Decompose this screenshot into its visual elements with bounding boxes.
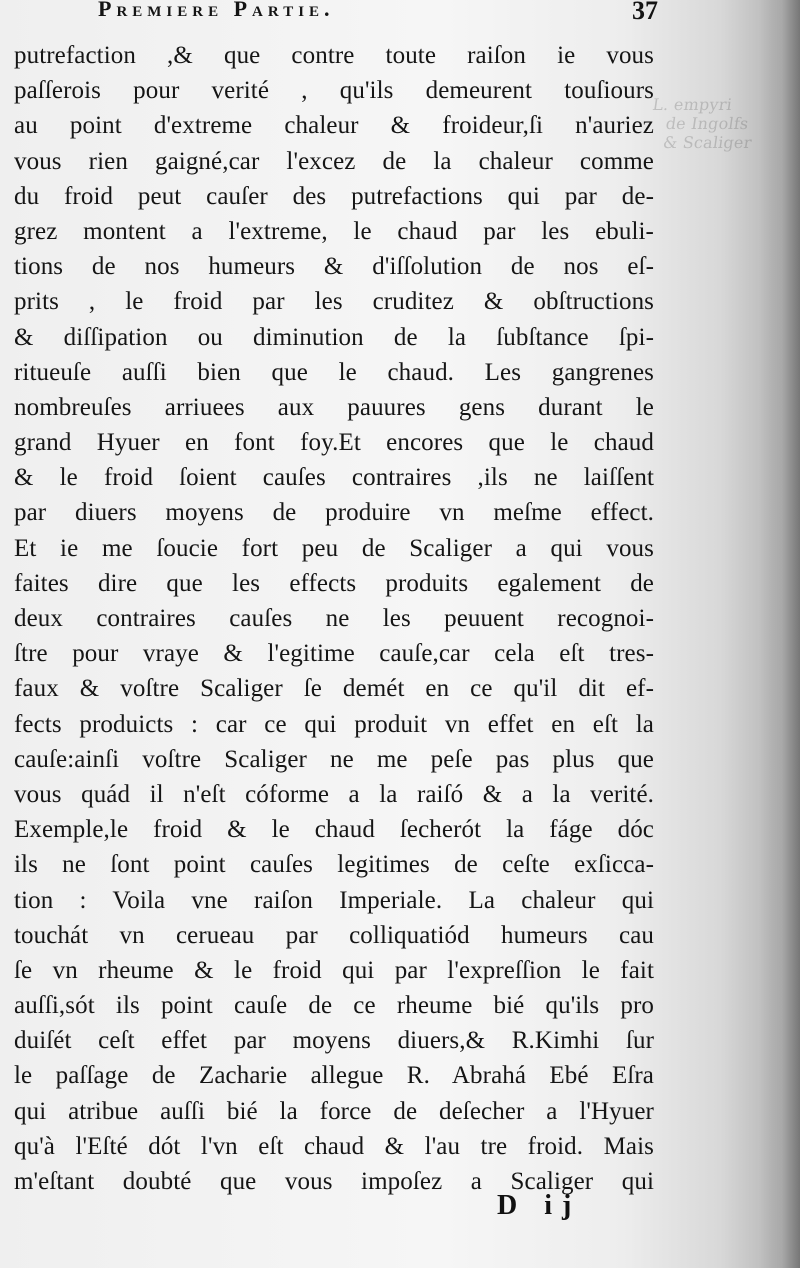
text-line: deux contraires cauſes ne les peuuent recognoi- xyxy=(14,605,654,632)
text-line: & le froid ſoient cauſes contraires ,ils ne laiſſent xyxy=(14,464,654,492)
text-line: m'eſtant doubté que vous impoſez a Scaliger qui xyxy=(14,1168,654,1195)
text-line: prits , le froid par les cruditez & obſtructions xyxy=(14,288,654,316)
running-head: Premiere Partie. xyxy=(98,0,335,21)
page-number: 37 xyxy=(632,0,658,25)
text-line: ſtre pour vraye & l'egitime cauſe,car cela eſt tres- xyxy=(14,640,654,668)
text-line: ils ne ſont point cauſes legitimes de ceſte exſicca- xyxy=(14,851,654,879)
signature-mark: D ij xyxy=(497,1190,582,1221)
text-line: fects produicts : car ce qui produit vn effet en eſt la xyxy=(14,710,654,738)
text-line: grand Hyuer en font foy.Et encores que le chaud xyxy=(14,429,654,457)
text-line: cauſe:ainſi voſtre Scaliger ne me peſe pas plus que xyxy=(14,745,654,773)
body-text xyxy=(14,38,654,1199)
margin-bleed-through-text: L. empyri de Ingolfs & Scaliger xyxy=(645,95,753,152)
text-line: tion : Voila vne raiſon Imperiale. La chaleur qui xyxy=(14,886,654,914)
text-line: grez montent a l'extreme, le chaud par les ebuli- xyxy=(14,217,654,245)
page-header xyxy=(98,0,658,30)
text-line: duiſét ceſt effet par moyens diuers,& R.Kimhi ſur xyxy=(14,1027,654,1055)
text-line: auſſi,sót ils point cauſe de ce rheume bié qu'ils pro xyxy=(14,992,654,1020)
text-line: & diſſipation ou diminution de la ſubſtance ſpi- xyxy=(14,323,654,351)
text-line: vous quád il n'eſt cóforme a la raiſó & a la verité. xyxy=(14,780,654,808)
text-line: tions de nos humeurs & d'iſſolution de nos eſ- xyxy=(14,253,654,281)
text-line: qui atribue auſſi bié la force de deſecher a l'Hyuer xyxy=(14,1097,654,1125)
text-line: par diuers moyens de produire vn meſme effect. xyxy=(14,499,654,527)
text-line: faites dire que les effects produits egalement de xyxy=(14,569,654,597)
text-line: nombreuſes arriuees aux pauures gens durant le xyxy=(14,393,654,421)
text-line: touchát vn cerueau par colliquatiód humeurs cau xyxy=(14,921,654,949)
text-line: vous rien gaigné,car l'excez de la chaleur comme xyxy=(14,147,654,175)
text-line: ſe vn rheume & le froid qui par l'expreſſion le fait xyxy=(14,956,654,984)
page-edge-shadow xyxy=(760,0,800,1268)
text-line: du froid peut cauſer des putrefactions qui par de- xyxy=(14,182,654,210)
text-line: qu'à l'Eſté dót l'vn eſt chaud & l'au tre froid. Mais xyxy=(14,1132,654,1160)
text-line: au point d'extreme chaleur & froideur,ſi n'auriez xyxy=(14,112,654,140)
text-line: le paſſage de Zacharie allegue R. Abrahá Ebé Eſra xyxy=(14,1062,654,1090)
text-line: faux & voſtre Scaliger ſe demét en ce qu'il dit ef- xyxy=(14,675,654,703)
text-line: ritueuſe auſſi bien que le chaud. Les gangrenes xyxy=(14,358,654,386)
text-line: Et ie me ſoucie fort peu de Scaliger a qui vous xyxy=(14,534,654,562)
text-line: putrefaction ,& que contre toute raiſon ie vous xyxy=(14,42,654,69)
text-line: Exemple,le froid & le chaud ſecherót la fáge dóc xyxy=(14,816,654,844)
text-line: paſſerois pour verité , qu'ils demeurent touſiours xyxy=(14,77,654,105)
